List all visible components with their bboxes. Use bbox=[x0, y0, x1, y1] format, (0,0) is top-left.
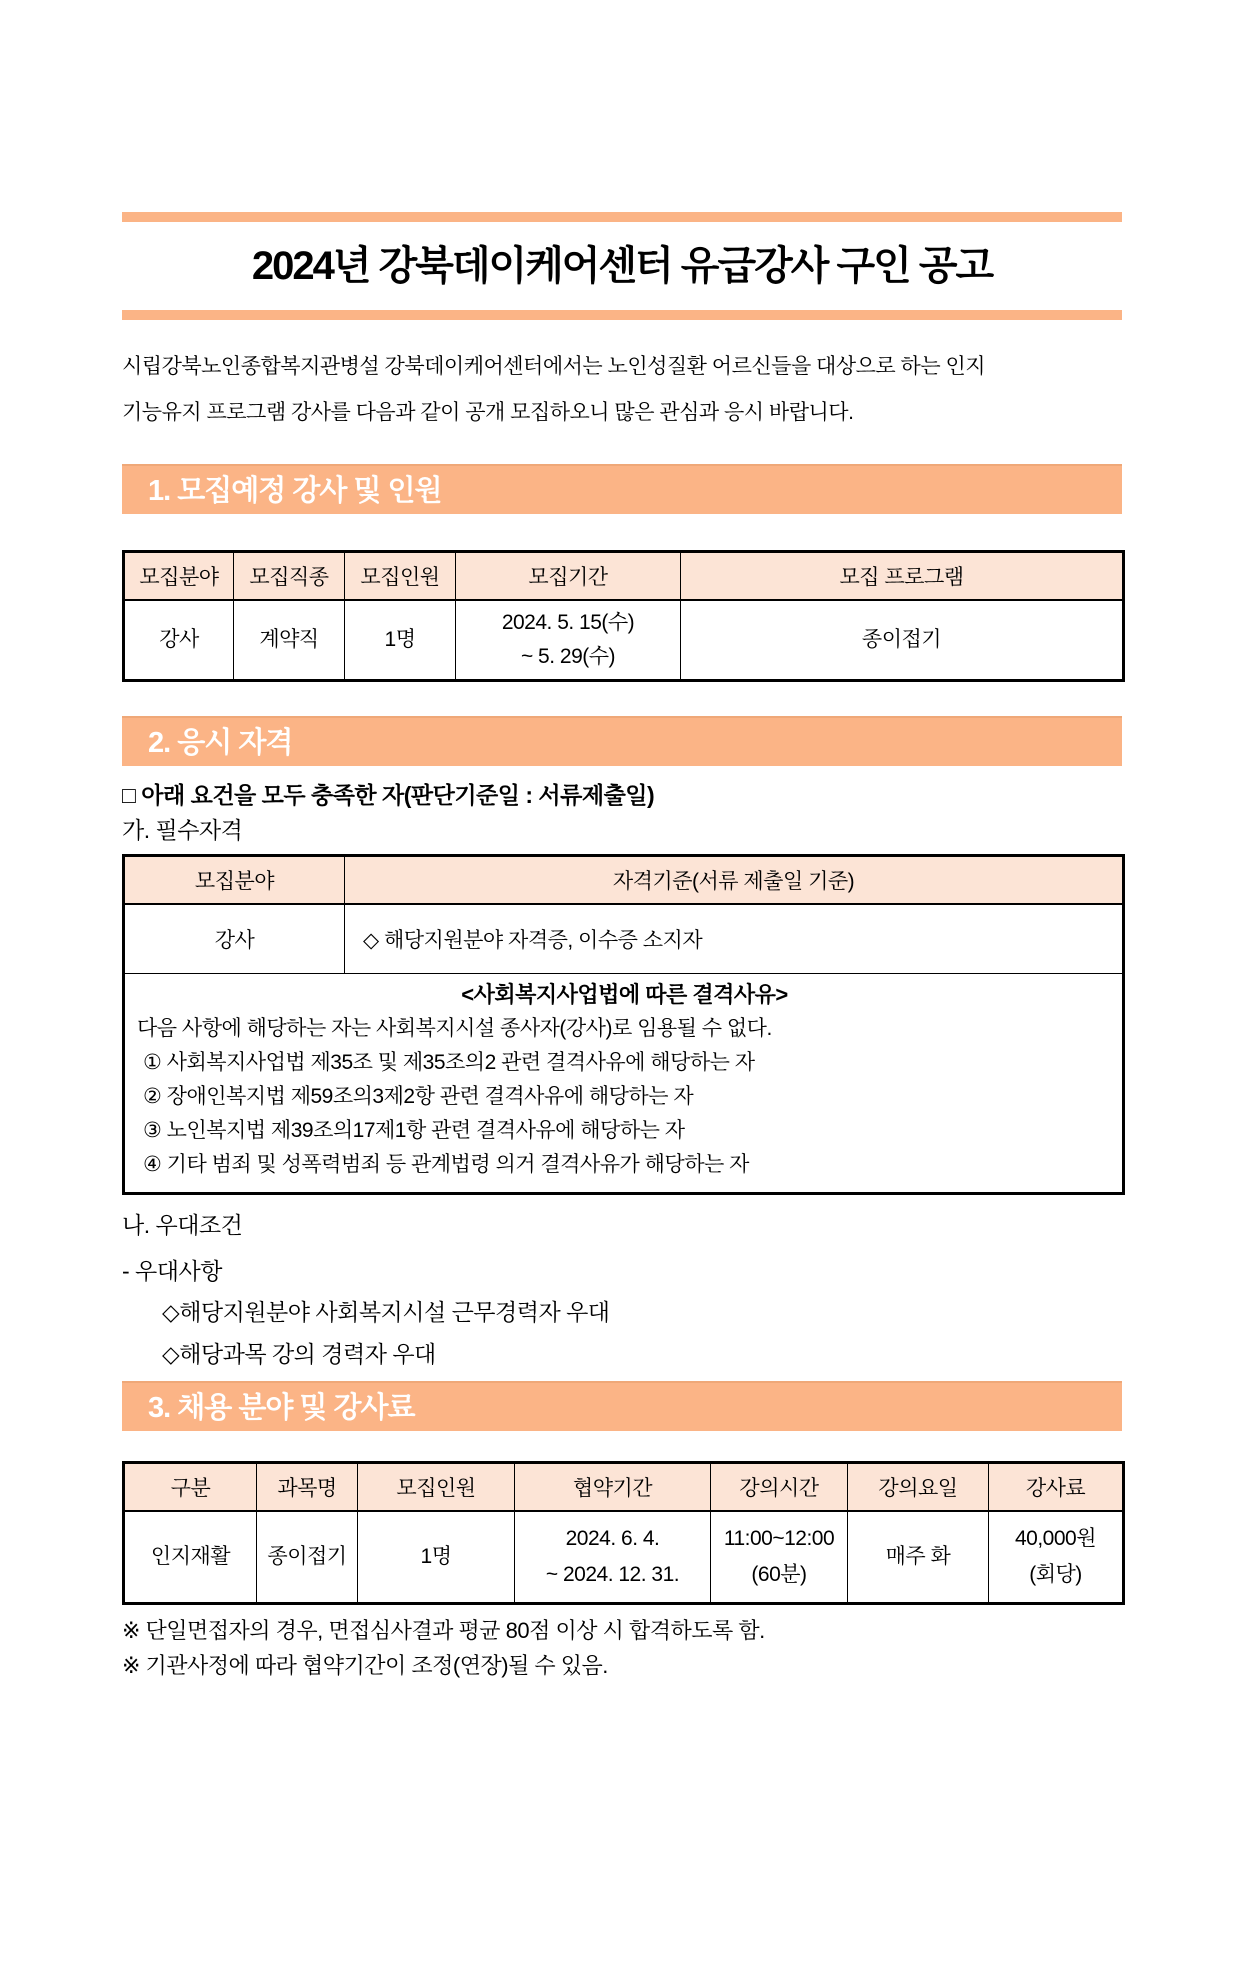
title-rule-top bbox=[122, 212, 1122, 222]
recruitment-table-row bbox=[124, 600, 1124, 681]
disqualification-intro: 다음 사항에 해당하는 자는 사회복지시설 종사자(강사)로 임용될 수 없다. bbox=[137, 1017, 772, 1040]
intro-line-1: 시립강북노인종합복지관병설 강북데이케어센터에서는 노인성질환 어르신들을 대상으로 하는 인지 bbox=[122, 355, 986, 378]
disqualification-cell bbox=[124, 974, 1124, 1194]
cell-contract-line1: 2024. 6. 4. bbox=[565, 1527, 660, 1550]
header-cell-time: 강의시간 bbox=[711, 1463, 848, 1512]
cell-time bbox=[711, 1511, 848, 1604]
cell-criteria: ◇ 해당지원분야 자격증, 이수증 소지자 bbox=[345, 904, 1124, 974]
preferred-item-2: ◇해당과목 강의 경력자 우대 bbox=[162, 1341, 436, 1367]
intro-paragraph bbox=[122, 344, 1122, 436]
header-cell-job-type: 모집직종 bbox=[234, 552, 345, 601]
header-cell-day: 강의요일 bbox=[848, 1463, 989, 1512]
cell-category: 인지재활 bbox=[124, 1511, 257, 1604]
qualification-table-row bbox=[124, 904, 1124, 974]
footnotes bbox=[122, 1613, 1122, 1683]
cell-contract-line2: ~ 2024. 12. 31. bbox=[545, 1563, 680, 1586]
pay-table-row bbox=[124, 1511, 1124, 1604]
header-cell-criteria: 자격기준(서류 제출일 기준) bbox=[345, 856, 1124, 905]
cell-fee-line2: (회당) bbox=[1029, 1563, 1082, 1586]
cell-field: 강사 bbox=[124, 600, 234, 681]
cell-period-line1: 2024. 5. 15(수) bbox=[501, 611, 635, 634]
cell-count: 1명 bbox=[358, 1511, 515, 1604]
cell-contract bbox=[515, 1511, 711, 1604]
cell-field: 강사 bbox=[124, 904, 345, 974]
header-cell-category: 구분 bbox=[124, 1463, 257, 1512]
disqualification-title: <사회복지사업법에 따른 결격사유> bbox=[461, 982, 788, 1007]
required-qualification-label: 가. 필수자격 bbox=[122, 817, 243, 843]
footnote-1: ※ 단일면접자의 경우, 면접심사결과 평균 80점 이상 시 합격하도록 함. bbox=[122, 1618, 765, 1643]
disqualification-row bbox=[124, 974, 1124, 1194]
recruitment-table bbox=[122, 550, 1125, 682]
disqualification-item-2: ② 장애인복지법 제59조의3제2항 관련 결격사유에 해당하는 자 bbox=[143, 1085, 694, 1108]
title-rule-bottom bbox=[122, 310, 1122, 320]
cell-fee-line1: 40,000원 bbox=[1014, 1527, 1097, 1550]
cell-subject: 종이접기 bbox=[257, 1511, 358, 1604]
section2-heading: 2. 응시 자격 bbox=[122, 716, 1122, 766]
header-cell-field: 모집분야 bbox=[124, 552, 234, 601]
qualification-table-header-row bbox=[124, 856, 1124, 905]
section3-heading: 3. 채용 분야 및 강사료 bbox=[122, 1381, 1122, 1431]
cell-job-type: 계약직 bbox=[234, 600, 345, 681]
eligibility-condition: □ 아래 요건을 모두 충족한 자(판단기준일 : 서류제출일) bbox=[122, 782, 655, 808]
cell-period bbox=[456, 600, 681, 681]
footnote-2: ※ 기관사정에 따라 협약기간이 조정(연장)될 수 있음. bbox=[122, 1653, 608, 1678]
section1-heading: 1. 모집예정 강사 및 인원 bbox=[122, 464, 1122, 514]
header-cell-contract: 협약기간 bbox=[515, 1463, 711, 1512]
recruitment-table-header-row bbox=[124, 552, 1124, 601]
preferred-item-1: ◇해당지원분야 사회복지시설 근무경력자 우대 bbox=[162, 1299, 610, 1325]
cell-day: 매주 화 bbox=[848, 1511, 989, 1604]
preferred-items-label: - 우대사항 bbox=[122, 1258, 222, 1284]
cell-program: 종이접기 bbox=[681, 600, 1124, 681]
cell-period-line2: ~ 5. 29(수) bbox=[520, 645, 616, 668]
cell-time-line1: 11:00~12:00 bbox=[723, 1527, 835, 1550]
document-page bbox=[122, 212, 1122, 1683]
disqualification-item-4: ④ 기타 범죄 및 성폭력범죄 등 관계법령 의거 결격사유가 해당하는 자 bbox=[143, 1153, 749, 1176]
cell-time-line2: (60분) bbox=[751, 1563, 807, 1586]
header-cell-count: 모집인원 bbox=[358, 1463, 515, 1512]
page-title: 2024년 강북데이케어센터 유급강사 구인 공고 bbox=[251, 244, 993, 288]
cell-count: 1명 bbox=[345, 600, 456, 681]
cell-fee bbox=[989, 1511, 1124, 1604]
header-cell-subject: 과목명 bbox=[257, 1463, 358, 1512]
intro-line-2: 기능유지 프로그램 강사를 다음과 같이 공개 모집하오니 많은 관심과 응시 바랍니다. bbox=[122, 401, 854, 424]
header-cell-period: 모집기간 bbox=[456, 552, 681, 601]
qualification-table bbox=[122, 854, 1125, 1195]
disqualification-item-3: ③ 노인복지법 제39조의17제1항 관련 결격사유에 해당하는 자 bbox=[143, 1119, 685, 1142]
header-cell-count: 모집인원 bbox=[345, 552, 456, 601]
header-cell-field: 모집분야 bbox=[124, 856, 345, 905]
header-cell-fee: 강사료 bbox=[989, 1463, 1124, 1512]
pay-table-header-row bbox=[124, 1463, 1124, 1512]
preferred-condition-label: 나. 우대조건 bbox=[122, 1212, 243, 1238]
pay-table bbox=[122, 1461, 1125, 1605]
disqualification-item-1: ① 사회복지사업법 제35조 및 제35조의2 관련 결격사유에 해당하는 자 bbox=[143, 1051, 755, 1074]
header-cell-program: 모집 프로그램 bbox=[681, 552, 1124, 601]
